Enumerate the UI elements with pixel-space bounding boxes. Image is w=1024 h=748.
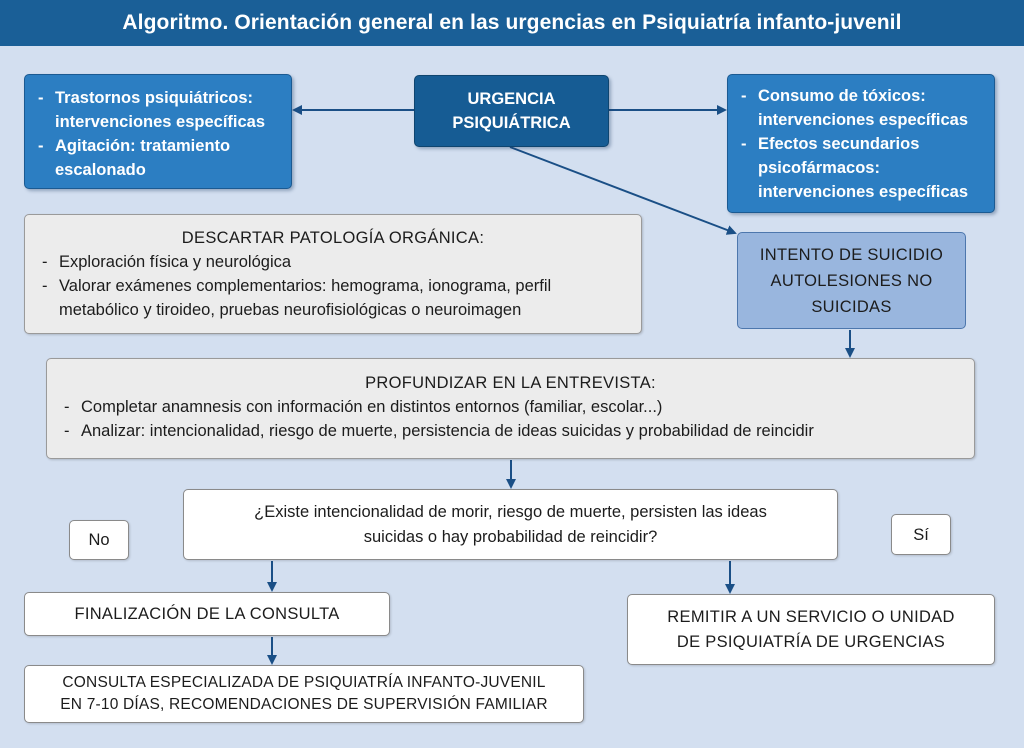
consumo-toxicos-box: [727, 74, 995, 213]
trastornos-box: [24, 74, 292, 189]
decision-question-box: ¿Existe intencionalidad de morir, riesgo de muerte, persisten las ideas suicidas o hay probabilidad de reincidir?: [183, 489, 838, 560]
finalizacion-consulta-box: FINALIZACIÓN DE LA CONSULTA: [24, 592, 390, 636]
si-label: Sí: [891, 514, 951, 555]
descartar-patologia-box: [24, 214, 642, 334]
intento-suicidio-box: INTENTO DE SUICIDIO AUTOLESIONES NO SUICIDAS: [737, 232, 966, 329]
trastornos-item: - Trastornos psiquiátricos: intervenciones específicas: [29, 86, 285, 134]
agitacion-item: - Agitación: tratamiento escalonado: [29, 134, 285, 182]
consulta-especializada-box: CONSULTA ESPECIALIZADA DE PSIQUIATRÍA INFANTO-JUVENIL EN 7-10 DÍAS, RECOMENDACIONES DE SUPERVISIÓN FAMILIAR: [24, 665, 584, 723]
descartar-item: - Valorar exámenes complementarios: hemograma, ionograma, perfil metabólico y tiroideo, pruebas neurofisiológicas o neuroimagen: [33, 274, 633, 322]
profundizar-item: - Analizar: intencionalidad, riesgo de muerte, persistencia de ideas suicidas y probabilidad de reincidir: [55, 419, 966, 443]
no-label: No: [69, 520, 129, 560]
consumo-item: - Consumo de tóxicos: intervenciones específicas: [732, 84, 988, 132]
descartar-item: - Exploración física y neurológica: [33, 250, 633, 274]
efectos-item: - Efectos secundarios psicofármacos: intervenciones específicas: [732, 132, 988, 204]
profundizar-item: - Completar anamnesis con información en distintos entornos (familiar, escolar...): [55, 395, 966, 419]
profundizar-title: PROFUNDIZAR EN LA ENTREVISTA:: [365, 374, 656, 392]
profundizar-entrevista-box: [46, 358, 975, 459]
urgencia-psiquiatrica-box: URGENCIA PSIQUIÁTRICA: [414, 75, 609, 147]
remitir-servicio-box: REMITIR A UN SERVICIO O UNIDAD DE PSIQUIATRÍA DE URGENCIAS: [627, 594, 995, 665]
page-title: Algoritmo. Orientación general en las urgencias en Psiquiatría infanto-juvenil: [0, 0, 1024, 46]
descartar-title: DESCARTAR PATOLOGÍA ORGÁNICA:: [181, 229, 485, 247]
